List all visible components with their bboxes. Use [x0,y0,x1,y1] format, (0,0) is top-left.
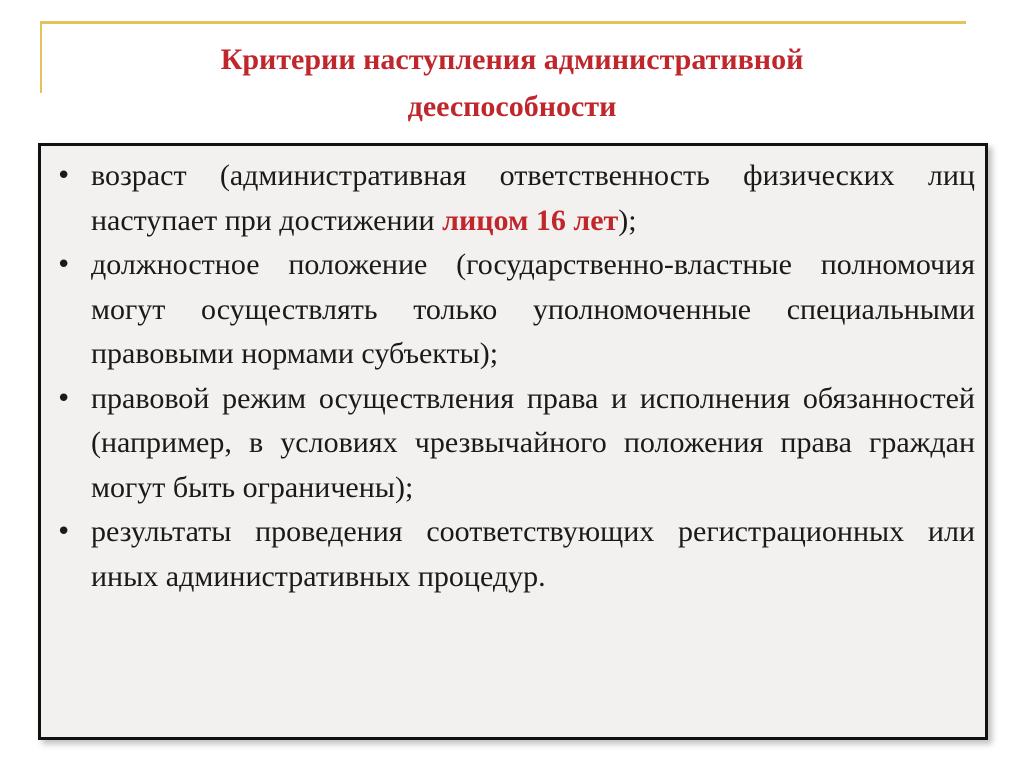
bullet-icon: • [56,517,72,547]
criterion-procedures [54,510,975,599]
bullet-icon: • [56,250,72,280]
title-line-1: Критерии наступления административной [220,43,804,76]
criterion-age-text: возраст (административная ответственность физических лиц наступает при достижении [91,159,975,237]
criterion-age-end: ); [618,203,637,237]
criteria-box [38,143,988,740]
criterion-position [54,243,975,377]
criterion-legal-regime [54,377,975,511]
criterion-procedures-text: результаты проведения соответствующих регистрационных или иных административных процедур. [91,515,975,593]
criterion-legal-regime-text: правовой режим осуществления права и исполнения обязанностей (например, в условиях чрезвычайного положения права граждан могут быть ограничены); [91,381,975,504]
criterion-position-text: должностное положение (государственно-властные полномочия могут осуществлять только уполномоченные специальными правовыми нормами субъекты); [91,248,975,370]
decorative-left-line [40,21,42,93]
bullet-icon: • [56,383,72,414]
criteria-list [54,154,975,599]
bullet-icon: • [56,161,72,191]
title-line-2: дееспособности [407,90,617,123]
decorative-top-line [40,21,966,24]
slide-title [60,36,964,130]
criterion-age [54,154,975,243]
criterion-age-highlight: лицом 16 лет [442,203,619,237]
